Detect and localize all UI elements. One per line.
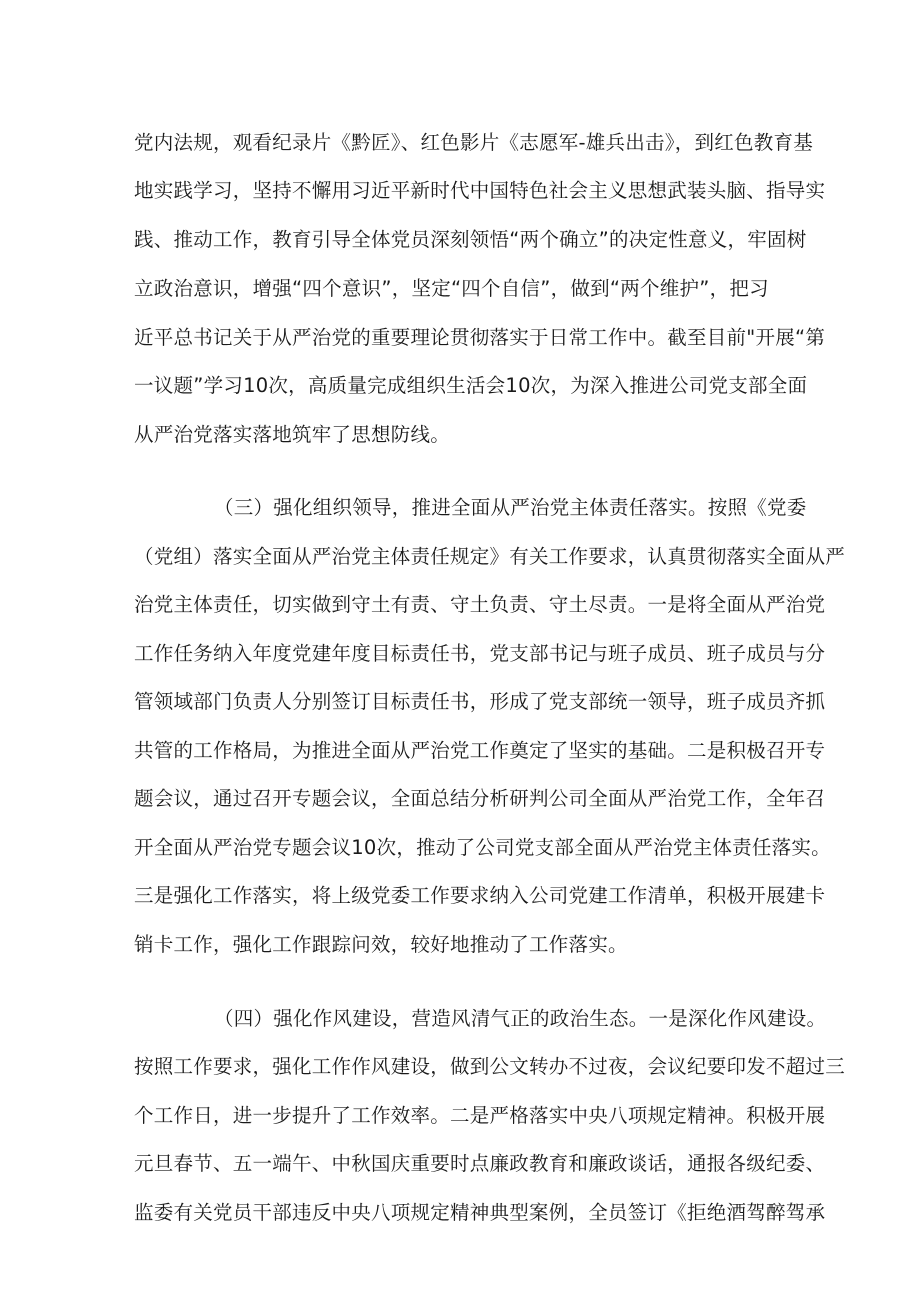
text-line: 元旦春节、五一端午、中秋国庆重要时点廉政教育和廉政谈话，通报各级纪委、 xyxy=(134,1152,826,1175)
text-line: 管领域部门负责人分别签订目标责任书，形成了党支部统一领导，班子成员齐抓 xyxy=(134,690,826,713)
text-line: 近平总书记关于从严治党的重要理论贯彻落实于日常工作中。截至目前"开展“第 xyxy=(134,326,826,349)
text-line: 立政治意识，增强“四个意识”，坚定“四个自信”，做到“两个维护”，把习 xyxy=(134,277,769,300)
text-line: 党内法规，观看纪录片《黔匠》、红色影片《志愿军-雄兵出击》，到红色教育基 xyxy=(134,131,814,154)
text-line: 地实践学习，坚持不懈用习近平新时代中国特色社会主义思想武装头脑、指导实 xyxy=(134,179,826,202)
text-line: 践、推动工作，教育引导全体党员深刻领悟“两个确立”的决定性意义，牢固树 xyxy=(134,228,807,251)
text-line: 从严治党落实落地筑牢了思想防线。 xyxy=(134,423,451,446)
text-line: （党组）落实全面从严治党主体责任规定》有关工作要求，认真贯彻落实全面从严 xyxy=(134,545,846,568)
text-line: 共管的工作格局，为推进全面从严治党工作奠定了坚实的基础。二是积极召开专 xyxy=(134,739,826,762)
text-line: 按照工作要求，强化工作作风建设，做到公文转办不过夜，会议纪要印发不超过三 xyxy=(134,1055,846,1078)
text-line: 工作任务纳入年度党建年度目标责任书，党支部书记与班子成员、班子成员与分 xyxy=(134,642,826,665)
section-heading-line: （四）强化作风建设，营造风清气正的政治生态。一是深化作风建设。 xyxy=(214,1007,827,1030)
text-line: 个工作日，进一步提升了工作效率。二是严格落实中央八项规定精神。积极开展 xyxy=(134,1104,826,1127)
text-line: 销卡工作，强化工作跟踪问效，较好地推动了工作落实。 xyxy=(134,933,628,956)
text-line: 治党主体责任，切实做到守土有责、守土负责、守土尽责。一是将全面从严治党 xyxy=(134,593,826,616)
text-line: 监委有关党员干部违反中央八项规定精神典型案例，全员签订《拒绝酒驾醉驾承 xyxy=(134,1201,826,1224)
section-heading-line: （三）强化组织领导，推进全面从严治党主体责任落实。按照《党委 xyxy=(214,496,807,519)
text-line: 三是强化工作落实，将上级党委工作要求纳入公司党建工作清单，积极开展建卡 xyxy=(134,884,826,907)
text-line: 题会议，通过召开专题会议，全面总结分析研判公司全面从严治党工作，全年召 xyxy=(134,787,826,810)
text-line: 一议题”学习10次，高质量完成组织生活会10次，为深入推进公司党支部全面 xyxy=(134,374,808,397)
text-line: 开全面从严治党专题会议10次，推动了公司党支部全面从严治党主体责任落实。 xyxy=(134,836,831,859)
